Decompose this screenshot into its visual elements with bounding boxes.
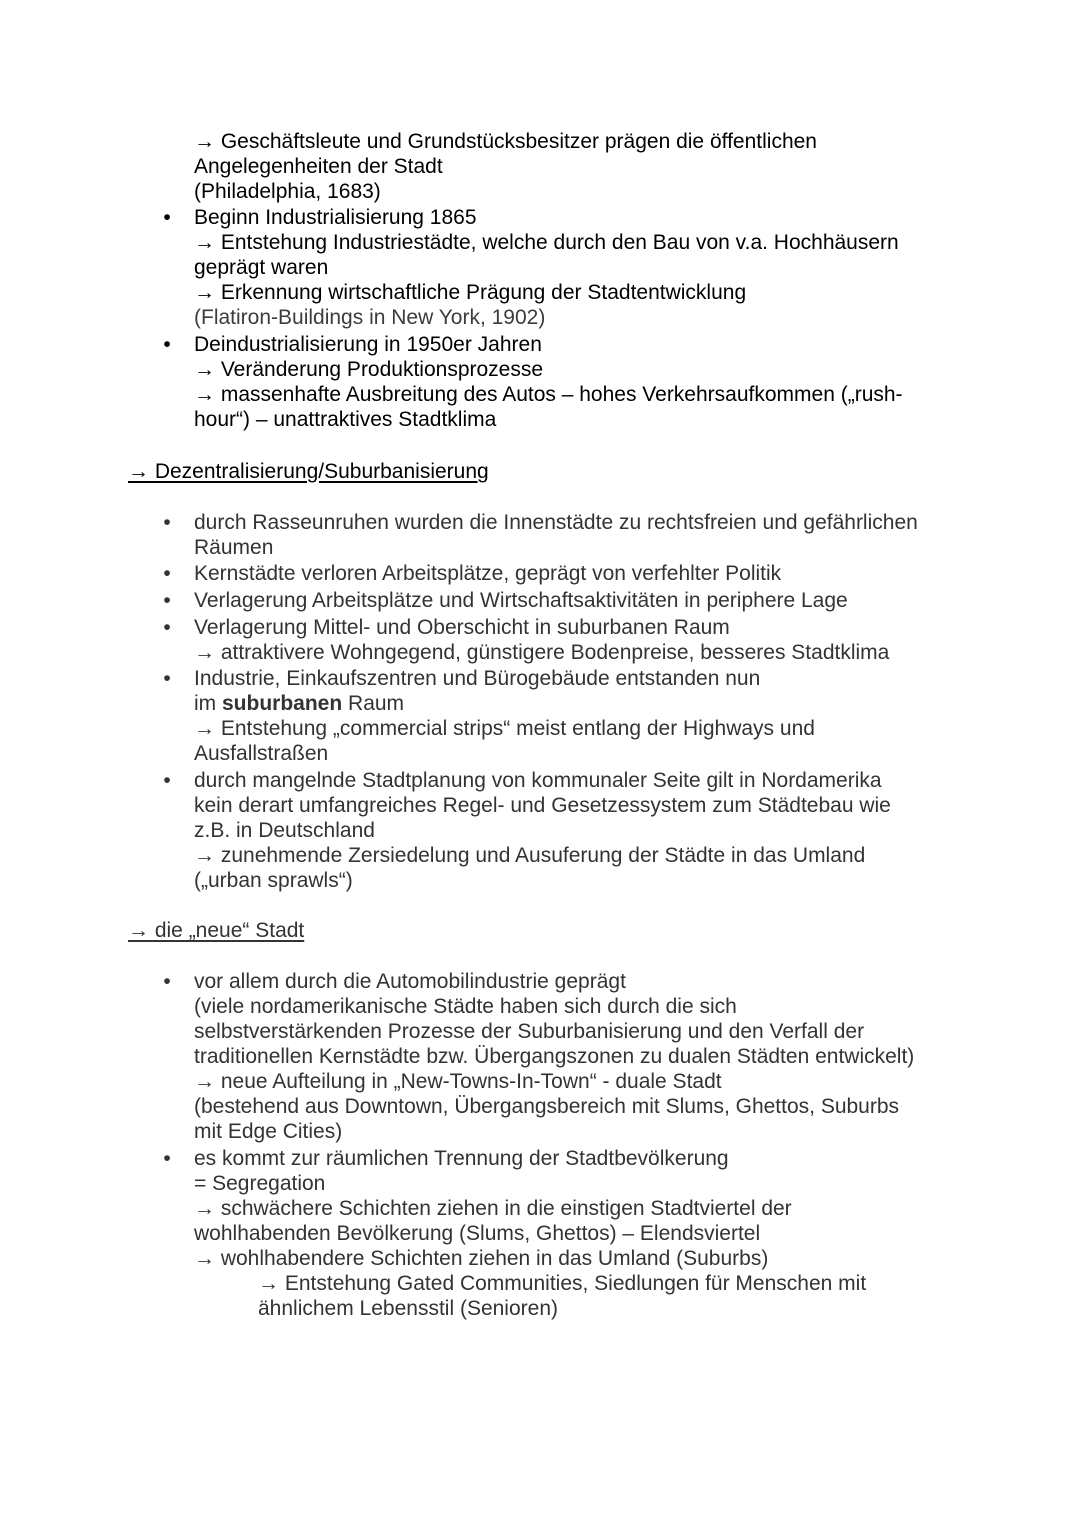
- text-fragment: im: [194, 692, 222, 715]
- bullet-icon: •: [163, 562, 171, 585]
- text-line: durch Rasseunruhen wurden die Innenstädte zu rechtsfreien und gefährlichen: [194, 511, 918, 534]
- list-item: [194, 666, 954, 766]
- text-line: Angelegenheiten der Stadt: [194, 155, 443, 178]
- list-item: [194, 768, 954, 893]
- text-line: geprägt waren: [194, 256, 329, 279]
- text-line: mit Edge Cities): [194, 1120, 343, 1143]
- text-line: Industrie, Einkaufszentren und Bürogebäude entstanden nun: [194, 667, 761, 690]
- list-item: [194, 969, 954, 1144]
- bullet-icon: •: [163, 769, 171, 792]
- list-item-title: Beginn Industrialisierung 1865: [194, 206, 477, 229]
- list-item: [194, 561, 954, 586]
- text-line: durch mangelnde Stadtplanung von kommunaler Seite gilt in Nordamerika: [194, 769, 882, 792]
- text-line: → Geschäftsleute und Grundstücksbesitzer prägen die öffentlichen: [194, 130, 817, 153]
- bullet-icon: •: [163, 1147, 171, 1170]
- text-line: → schwächere Schichten ziehen in die einstigen Stadtviertel der: [194, 1197, 792, 1220]
- text-line: hour“) – unattraktives Stadtklima: [194, 408, 497, 431]
- bullet-icon: •: [163, 206, 171, 229]
- bullet-icon: •: [163, 511, 171, 534]
- text-line: Verlagerung Mittel- und Oberschicht in suburbanen Raum: [194, 616, 730, 639]
- list-item: [194, 332, 954, 432]
- text-line: → neue Aufteilung in „New-Towns-In-Town“ - duale Stadt: [194, 1070, 722, 1093]
- text-line: wohlhabenden Bevölkerung (Slums, Ghettos) – Elendsviertel: [194, 1222, 761, 1245]
- bullet-icon: •: [163, 970, 171, 993]
- text-fragment: Raum: [342, 692, 405, 715]
- list-item: [194, 1146, 954, 1321]
- text-line: Ausfallstraßen: [194, 742, 329, 765]
- intro-paragraph: [194, 129, 954, 204]
- bullet-icon: •: [163, 616, 171, 639]
- bullet-icon: •: [163, 333, 171, 356]
- text-line: [194, 691, 954, 716]
- text-line: selbstverstärkenden Prozesse der Suburbanisierung und den Verfall der: [194, 1020, 865, 1043]
- list-item: [194, 510, 954, 560]
- section-heading: → die „neue“ Stadt: [128, 919, 305, 942]
- text-line: (bestehend aus Downtown, Übergangsbereich mit Slums, Ghettos, Suburbs: [194, 1095, 900, 1118]
- text-line: → Entstehung „commercial strips“ meist entlang der Highways und: [194, 717, 815, 740]
- text-line: Kernstädte verloren Arbeitsplätze, geprägt von verfehlter Politik: [194, 562, 782, 585]
- text-line: vor allem durch die Automobilindustrie geprägt: [194, 970, 626, 993]
- text-line: → wohlhabendere Schichten ziehen in das Umland (Suburbs): [194, 1247, 769, 1270]
- text-line: ähnlichem Lebensstil (Senioren): [258, 1297, 558, 1320]
- text-line: („urban sprawls“): [194, 869, 353, 892]
- section-heading: → Dezentralisierung/Suburbanisierung: [128, 460, 489, 483]
- text-line: → massenhafte Ausbreitung des Autos – hohes Verkehrsaufkommen („rush-: [194, 383, 903, 406]
- text-line: → Entstehung Industriestädte, welche durch den Bau von v.a. Hochhäusern: [194, 231, 899, 254]
- text-line: = Segregation: [194, 1172, 326, 1195]
- text-line: (Philadelphia, 1683): [194, 180, 381, 203]
- text-line: → zunehmende Zersiedelung und Ausuferung der Städte in das Umland: [194, 844, 866, 867]
- text-line: Räumen: [194, 536, 274, 559]
- list-item-title: Deindustrialisierung in 1950er Jahren: [194, 333, 542, 356]
- text-line: → Veränderung Produktionsprozesse: [194, 358, 544, 381]
- text-line: (Flatiron-Buildings in New York, 1902): [194, 306, 546, 329]
- bold-term: suburbanen: [222, 692, 343, 715]
- text-line: z.B. in Deutschland: [194, 819, 375, 842]
- text-line: es kommt zur räumlichen Trennung der Stadtbevölkerung: [194, 1147, 729, 1170]
- bullet-icon: •: [163, 589, 171, 612]
- text-line: kein derart umfangreiches Regel- und Gesetzessystem zum Städtebau wie: [194, 794, 891, 817]
- list-item: [194, 588, 954, 613]
- text-line: → Erkennung wirtschaftliche Prägung der Stadtentwicklung: [194, 281, 747, 304]
- text-line: traditionellen Kernstädte bzw. Übergangszonen zu dualen Städten entwickelt): [194, 1045, 915, 1068]
- text-line: (viele nordamerikanische Städte haben sich durch die sich: [194, 995, 737, 1018]
- list-item: [194, 615, 954, 665]
- text-line: → Entstehung Gated Communities, Siedlungen für Menschen mit: [258, 1272, 867, 1295]
- list-item: [194, 205, 954, 330]
- bullet-icon: •: [163, 667, 171, 690]
- text-line: Verlagerung Arbeitsplätze und Wirtschaftsaktivitäten in periphere Lage: [194, 589, 848, 612]
- text-line: → attraktivere Wohngegend, günstigere Bodenpreise, besseres Stadtklima: [194, 641, 890, 664]
